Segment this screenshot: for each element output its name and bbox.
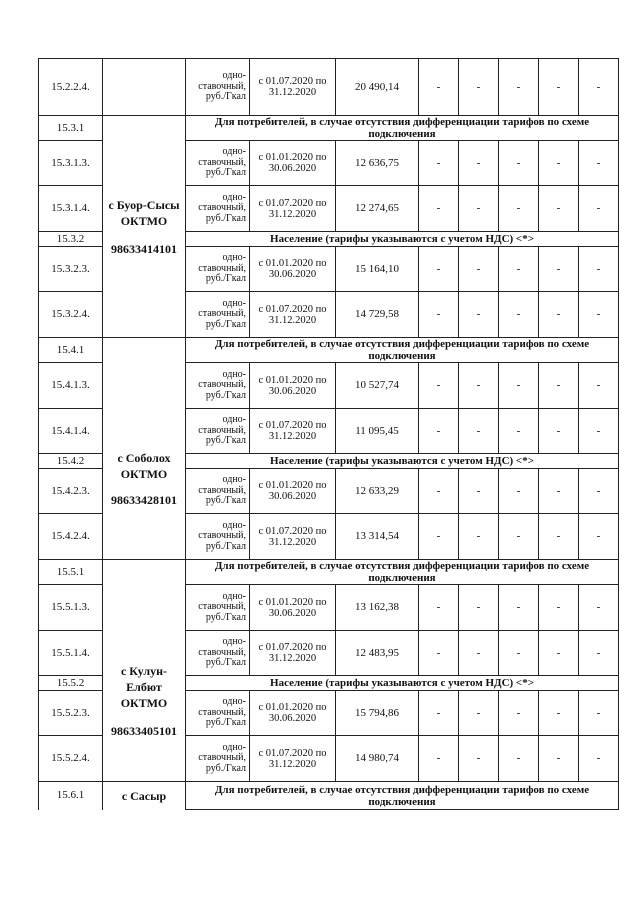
section-header: Для потребителей, в случае отсутствия дифференциации тарифов по схеме подключения <box>186 782 619 810</box>
row-code: 15.4.1.4. <box>39 409 103 454</box>
location-name: с Соболох <box>117 450 171 465</box>
rate-type: одно-ставочный, руб./Гкал <box>186 736 250 782</box>
period: с 01.01.2020 по 30.06.2020 <box>250 363 336 409</box>
dash-cell: - <box>579 514 619 560</box>
dash-cell: - <box>459 409 499 454</box>
dash-cell: - <box>579 59 619 116</box>
location-sasyr: с Сасыр <box>103 782 186 810</box>
dash-cell: - <box>579 247 619 292</box>
oktmo-label: ОКТМО <box>120 466 168 481</box>
dash-cell: - <box>459 186 499 232</box>
dash-cell: - <box>579 363 619 409</box>
rate-type: одно-ставочный, руб./Гкал <box>186 585 250 631</box>
row-code: 15.6.1 <box>39 782 103 810</box>
rate-type: одно-ставочный, руб./Гкал <box>186 59 250 116</box>
period: с 01.01.2020 по 30.06.2020 <box>250 141 336 186</box>
dash-cell: - <box>419 736 459 782</box>
dash-cell: - <box>539 186 579 232</box>
row-code: 15.3.2.4. <box>39 292 103 338</box>
dash-cell: - <box>579 585 619 631</box>
dash-cell: - <box>499 247 539 292</box>
dash-cell: - <box>579 691 619 736</box>
period: с 01.07.2020 по 31.12.2020 <box>250 631 336 676</box>
location-name: с Буор-Сысы <box>108 197 180 212</box>
dash-cell: - <box>419 585 459 631</box>
row-code: 15.3.1 <box>39 116 103 141</box>
rate-type: одно-ставочный, руб./Гкал <box>186 292 250 338</box>
row-code: 15.3.2.3. <box>39 247 103 292</box>
row-code: 15.3.1.3. <box>39 141 103 186</box>
dash-cell: - <box>419 141 459 186</box>
dash-cell: - <box>499 59 539 116</box>
row-code: 15.4.1.3. <box>39 363 103 409</box>
row-code: 15.3.2 <box>39 232 103 247</box>
row-code: 15.3.1.4. <box>39 186 103 232</box>
dash-cell: - <box>459 247 499 292</box>
oktmo-code: 98633414101 <box>111 241 177 256</box>
rate-type: одно-ставочный, руб./Гкал <box>186 247 250 292</box>
oktmo-label: ОКТМО <box>120 213 168 228</box>
dash-cell: - <box>539 691 579 736</box>
tariff-value: 12 274,65 <box>336 186 419 232</box>
location-cell <box>103 59 186 116</box>
section-header: Население (тарифы указываются с учетом НДС) <*> <box>186 454 619 469</box>
dash-cell: - <box>419 631 459 676</box>
dash-cell: - <box>499 585 539 631</box>
section-header: Для потребителей, в случае отсутствия дифференциации тарифов по схеме подключения <box>186 560 619 585</box>
dash-cell: - <box>539 141 579 186</box>
dash-cell: - <box>539 469 579 514</box>
dash-cell: - <box>459 363 499 409</box>
row-code: 15.5.2.4. <box>39 736 103 782</box>
dash-cell: - <box>419 469 459 514</box>
row-code: 15.4.2 <box>39 454 103 469</box>
dash-cell: - <box>419 409 459 454</box>
dash-cell: - <box>499 631 539 676</box>
dash-cell: - <box>459 141 499 186</box>
dash-cell: - <box>579 736 619 782</box>
dash-cell: - <box>539 292 579 338</box>
tariff-table-page <box>38 58 618 810</box>
dash-cell: - <box>459 631 499 676</box>
dash-cell: - <box>539 363 579 409</box>
dash-cell: - <box>539 736 579 782</box>
dash-cell: - <box>579 409 619 454</box>
dash-cell: - <box>539 409 579 454</box>
section-header: Население (тарифы указываются с учетом НДС) <*> <box>186 232 619 247</box>
dash-cell: - <box>419 292 459 338</box>
location-buor-sysy <box>103 116 186 338</box>
dash-cell: - <box>459 585 499 631</box>
dash-cell: - <box>579 469 619 514</box>
table-row <box>39 560 619 585</box>
location-sobolokh <box>103 338 186 560</box>
dash-cell: - <box>539 247 579 292</box>
dash-cell: - <box>499 292 539 338</box>
period: с 01.01.2020 по 30.06.2020 <box>250 691 336 736</box>
row-code: 15.5.1.3. <box>39 585 103 631</box>
table-row <box>39 59 619 116</box>
section-header: Для потребителей, в случае отсутствия дифференциации тарифов по схеме подключения <box>186 116 619 141</box>
dash-cell: - <box>459 292 499 338</box>
dash-cell: - <box>459 691 499 736</box>
tariff-value: 15 794,86 <box>336 691 419 736</box>
dash-cell: - <box>459 736 499 782</box>
dash-cell: - <box>459 514 499 560</box>
tariff-value: 13 162,38 <box>336 585 419 631</box>
dash-cell: - <box>499 469 539 514</box>
rate-type: одно-ставочный, руб./Гкал <box>186 186 250 232</box>
row-code: 15.5.1 <box>39 560 103 585</box>
table-row <box>39 338 619 363</box>
oktmo-code: 98633428101 <box>111 492 177 507</box>
dash-cell: - <box>419 247 459 292</box>
tariff-value: 12 633,29 <box>336 469 419 514</box>
section-header: Население (тарифы указываются с учетом НДС) <*> <box>186 676 619 691</box>
dash-cell: - <box>499 691 539 736</box>
dash-cell: - <box>419 514 459 560</box>
tariff-value: 14 980,74 <box>336 736 419 782</box>
tariff-value: 20 490,14 <box>336 59 419 116</box>
rate-type: одно-ставочный, руб./Гкал <box>186 363 250 409</box>
row-code: 15.4.2.3. <box>39 469 103 514</box>
location-name: с Кулун-Елбют <box>120 663 168 694</box>
location-kulun-elbyut <box>103 560 186 782</box>
tariff-value: 12 636,75 <box>336 141 419 186</box>
row-code: 15.5.1.4. <box>39 631 103 676</box>
dash-cell: - <box>579 141 619 186</box>
period: с 01.07.2020 по 31.12.2020 <box>250 409 336 454</box>
dash-cell: - <box>539 585 579 631</box>
dash-cell: - <box>499 186 539 232</box>
tariff-value: 11 095,45 <box>336 409 419 454</box>
rate-type: одно-ставочный, руб./Гкал <box>186 631 250 676</box>
period: с 01.07.2020 по 31.12.2020 <box>250 59 336 116</box>
period: с 01.07.2020 по 31.12.2020 <box>250 514 336 560</box>
dash-cell: - <box>419 363 459 409</box>
dash-cell: - <box>499 409 539 454</box>
rate-type: одно-ставочный, руб./Гкал <box>186 469 250 514</box>
tariff-value: 14 729,58 <box>336 292 419 338</box>
section-header: Для потребителей, в случае отсутствия дифференциации тарифов по схеме подключения <box>186 338 619 363</box>
dash-cell: - <box>539 59 579 116</box>
dash-cell: - <box>499 514 539 560</box>
table-row <box>39 782 619 810</box>
dash-cell: - <box>459 59 499 116</box>
dash-cell: - <box>419 691 459 736</box>
period: с 01.07.2020 по 31.12.2020 <box>250 736 336 782</box>
tariff-value: 13 314,54 <box>336 514 419 560</box>
row-code: 15.5.2 <box>39 676 103 691</box>
dash-cell: - <box>539 631 579 676</box>
rate-type: одно-ставочный, руб./Гкал <box>186 514 250 560</box>
period: с 01.01.2020 по 30.06.2020 <box>250 585 336 631</box>
rate-type: одно-ставочный, руб./Гкал <box>186 141 250 186</box>
dash-cell: - <box>499 363 539 409</box>
dash-cell: - <box>579 631 619 676</box>
period: с 01.07.2020 по 31.12.2020 <box>250 292 336 338</box>
dash-cell: - <box>539 514 579 560</box>
dash-cell: - <box>579 186 619 232</box>
dash-cell: - <box>499 141 539 186</box>
dash-cell: - <box>419 59 459 116</box>
row-code: 15.5.2.3. <box>39 691 103 736</box>
dash-cell: - <box>579 292 619 338</box>
tariff-value: 10 527,74 <box>336 363 419 409</box>
row-code: 15.2.2.4. <box>39 59 103 116</box>
row-code: 15.4.2.4. <box>39 514 103 560</box>
dash-cell: - <box>499 736 539 782</box>
tariff-table <box>38 58 619 810</box>
period: с 01.01.2020 по 30.06.2020 <box>250 469 336 514</box>
period: с 01.07.2020 по 31.12.2020 <box>250 186 336 232</box>
oktmo-code: 98633405101 <box>111 723 177 738</box>
period: с 01.01.2020 по 30.06.2020 <box>250 247 336 292</box>
row-code: 15.4.1 <box>39 338 103 363</box>
rate-type: одно-ставочный, руб./Гкал <box>186 691 250 736</box>
tariff-value: 12 483,95 <box>336 631 419 676</box>
oktmo-label: ОКТМО <box>120 695 168 710</box>
table-row <box>39 116 619 141</box>
dash-cell: - <box>419 186 459 232</box>
rate-type: одно-ставочный, руб./Гкал <box>186 409 250 454</box>
tariff-value: 15 164,10 <box>336 247 419 292</box>
dash-cell: - <box>459 469 499 514</box>
